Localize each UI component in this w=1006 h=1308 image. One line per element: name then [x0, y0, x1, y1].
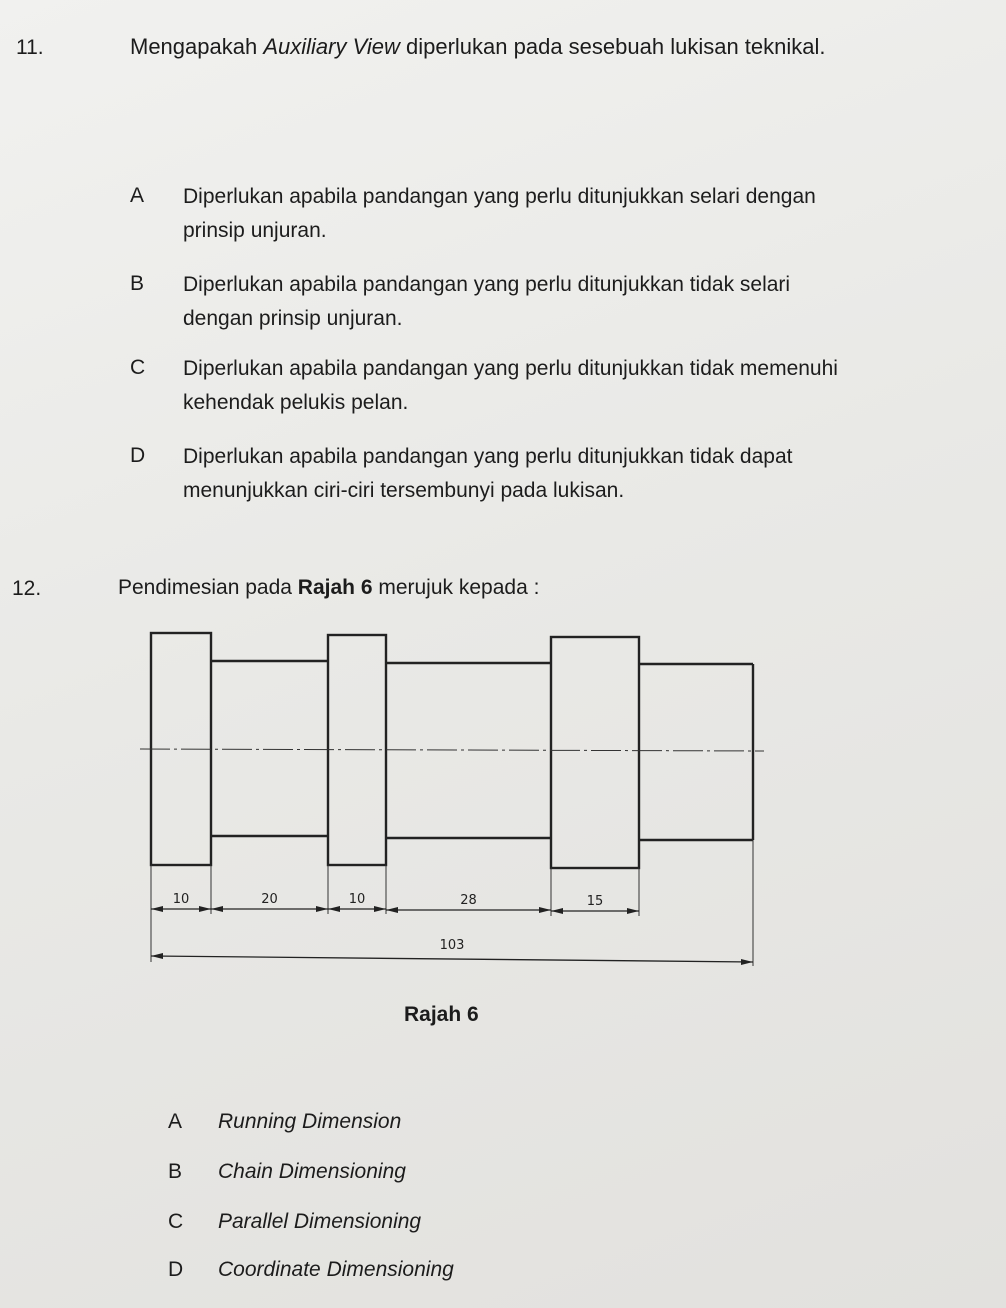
dimension-arrow: [386, 907, 398, 913]
figure-caption: Rajah 6: [404, 1003, 479, 1026]
overall-dimension-line: [151, 956, 753, 962]
dimension-arrow: [374, 906, 386, 912]
dimension-arrow: [211, 906, 223, 912]
dimension-arrow: [316, 906, 328, 912]
option-letter: A: [168, 1110, 183, 1133]
dimension-arrow: [328, 906, 340, 912]
dimension-arrow: [627, 908, 639, 914]
dimension-label: 20: [261, 892, 278, 907]
option-letter: B: [168, 1160, 183, 1183]
option-text: Coordinate Dimensioning: [218, 1258, 454, 1281]
question-number: 11.: [16, 36, 44, 59]
dimension-label: 10: [348, 892, 366, 907]
option-text: Diperlukan apabila pandangan yang perlu ditunjukkan selari dengan prinsip unjuran.: [183, 185, 816, 242]
question-stem: Pendimesian pada Rajah 6 merujuk kepada :: [118, 576, 540, 599]
dimension-label: 28: [460, 893, 477, 908]
option-letter: A: [130, 184, 145, 207]
dimension-arrow: [151, 906, 163, 912]
option-letter: C: [168, 1210, 184, 1233]
question-stem: Mengapakah Auxiliary View diperlukan pada sesebuah lukisan teknikal.: [130, 34, 826, 59]
dimension-label: 10: [172, 892, 190, 907]
dimension-arrow: [551, 908, 563, 914]
option-text: Running Dimension: [218, 1110, 402, 1133]
option-text: Diperlukan apabila pandangan yang perlu ditunjukkan tidak memenuhi kehendak pelukis pelan.: [183, 357, 838, 414]
dimension-arrow: [539, 907, 551, 913]
option-letter: D: [168, 1258, 184, 1281]
dimension-arrow: [199, 906, 211, 912]
dimension-arrow: [151, 953, 163, 959]
question-number: 12.: [12, 577, 42, 600]
dimension-arrow: [741, 959, 753, 965]
option-text: Chain Dimensioning: [218, 1160, 406, 1183]
option-letter: D: [130, 444, 146, 467]
option-text: Diperlukan apabila pandangan yang perlu ditunjukkan tidak dapat menunjukkan ciri-ciri tersembunyi pada lukisan.: [183, 445, 793, 502]
overall-dimension-label: 103: [439, 938, 465, 953]
option-letter: C: [130, 356, 146, 379]
option-text: Parallel Dimensioning: [218, 1210, 422, 1233]
dimension-label: 15: [586, 894, 604, 909]
center-line: [140, 749, 764, 751]
option-letter: B: [130, 272, 145, 295]
dimension-layer: [151, 892, 753, 965]
shaft-collar: [551, 637, 639, 868]
option-text: Diperlukan apabila pandangan yang perlu ditunjukkan tidak selari dengan prinsip unjuran.: [183, 273, 791, 330]
